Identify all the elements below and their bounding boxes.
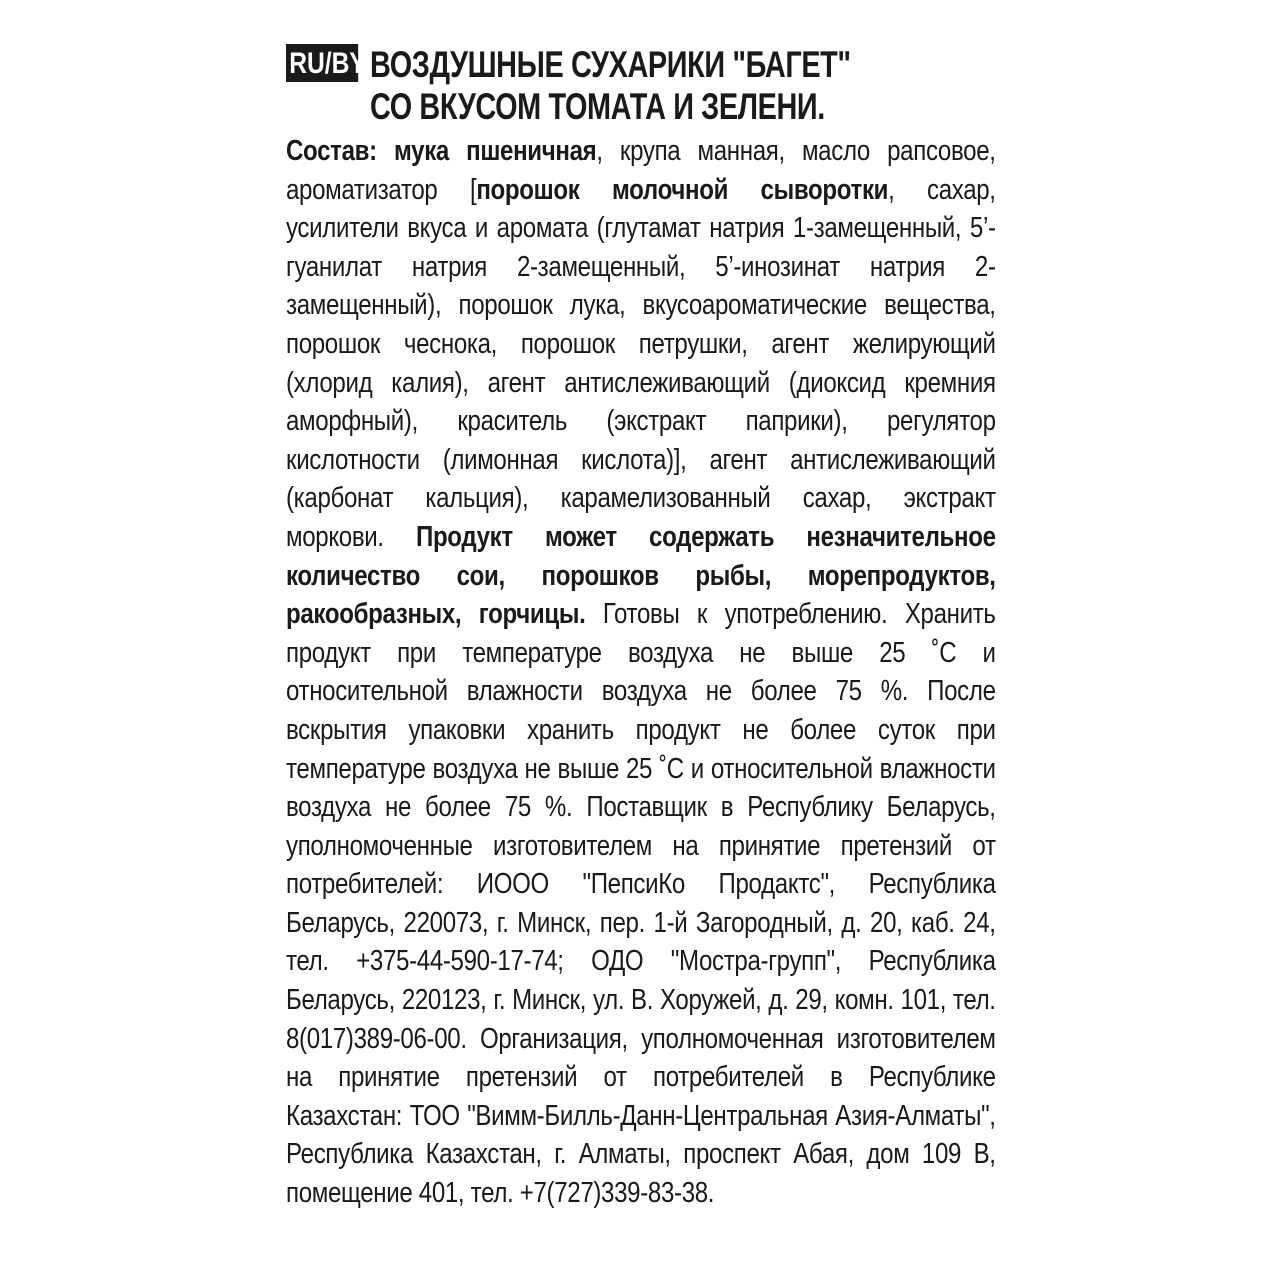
ingredients-part-2: , сахар, усилители вкуса и аромата (глутамат натрия 1-замещенный, 5’-гуанилат натрия 2-замещенный, 5’-инозинат натрия 2-замещенный), порошок лука, вкусоароматические вещества, порошок чеснока, порошок петрушки, агент желирующий (хлорид калия), агент антислеживающий (диоксид кремния аморфный), краситель (экстракт паприки), регулятор кислотности (лимонная кислота)], агент антислеживающий (карбонат кальция), карамелизованный сахар, экстракт моркови. <box>286 173 996 553</box>
composition-text <box>286 132 996 1213</box>
storage-and-supplier-info: Готовы к употреблению. Хранить продукт при температуре воздуха не выше 25 ˚С и относительной влажности воздуха не более 75 %. После вскрытия упаковки хранить продукт не более суток при температуре воздуха не выше 25 ˚С и относительной влажности воздуха не более 75 %. Поставщик в Республику Беларусь, уполномоченные изготовителем на принятие претензий от потребителей: ИООО "ПепсиКо Продактс", Республика Беларусь, 220073, г. Минск, пер. 1-й Загородный, д. 20, каб. 24, тел. +375-44-590-17-74; ОДО "Мостра-групп", Республика Беларусь, 220123, г. Минск, ул. В. Хоружей, д. 29, комн. 101, тел. 8(017)389-06-00. Организация, уполномоченная изготовителем на принятие претензий от потребителей в Республике Казахстан: ТОО "Вимм-Билль-Данн-Центральная Азия-Алматы", Республика Казахстан, г. Алматы, проспект Абая, дом 109 В, помещение 401, тел. +7(727)339-83-38. <box>286 598 996 1210</box>
product-title <box>370 44 986 128</box>
label-header <box>286 44 996 128</box>
language-badge: RU/BY <box>286 44 358 82</box>
composition-label: Состав: <box>286 135 377 167</box>
title-line-1: ВОЗДУШНЫЕ СУХАРИКИ "БАГЕТ" <box>370 44 851 85</box>
ingredients-part-1: , крупа манная, масло рапсовое, ароматизатор [ <box>286 135 996 206</box>
ingredient-flour: мука пшеничная <box>393 135 597 167</box>
title-line-2: СО ВКУСОМ ТОМАТА И ЗЕЛЕНИ. <box>370 86 825 127</box>
product-label <box>286 44 996 1213</box>
ingredient-whey: порошок молочной сыворотки <box>476 173 889 206</box>
allergen-warning: Продукт может содержать незначительное количество сои, порошков рыбы, морепродуктов, ракообразных, горчицы. <box>286 520 996 631</box>
